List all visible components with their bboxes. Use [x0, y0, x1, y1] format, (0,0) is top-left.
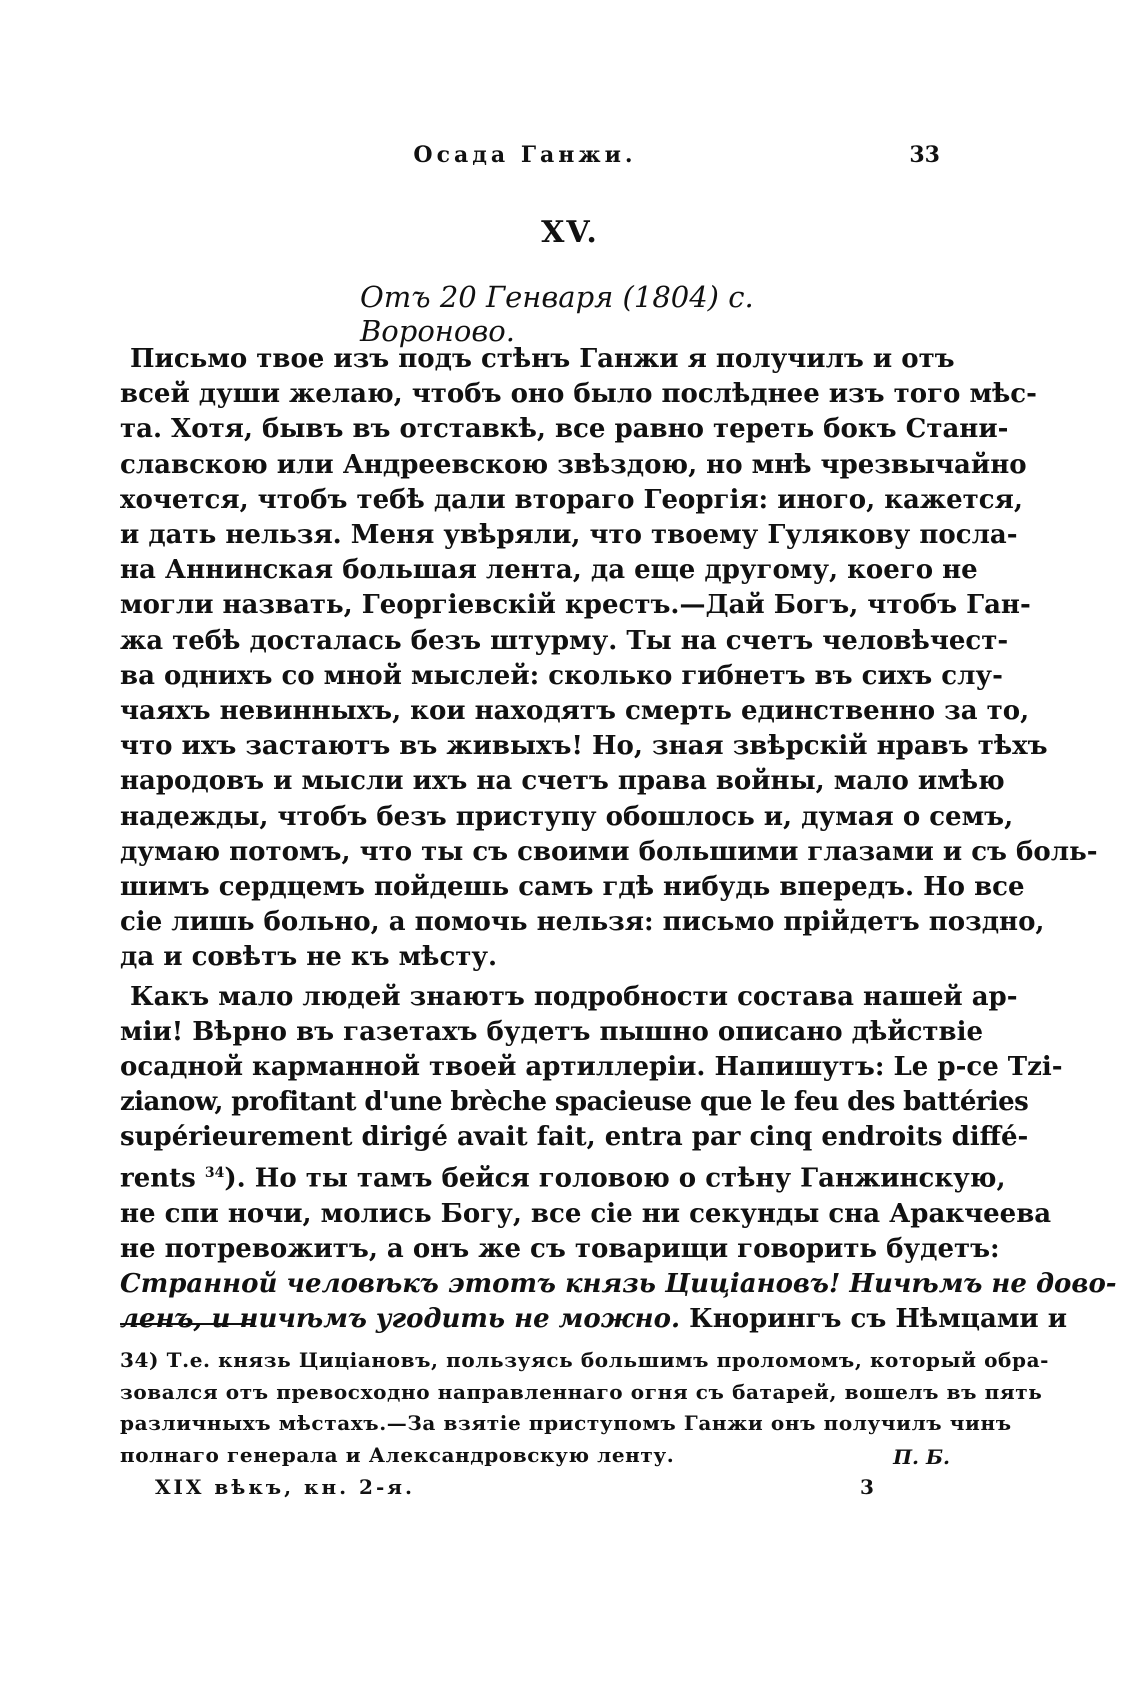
text-line: думаю потомъ, что ты съ своими большими глазами и съ боль-: [120, 836, 1098, 867]
text-line: на Аннинская большая лента, да еще другому, коего не: [120, 555, 978, 586]
text-line: шимъ сердцемъ пойдешь самъ гдѣ нибудь впередъ. Но все: [120, 872, 1025, 903]
footnote-signature: П. Б.: [893, 1445, 950, 1469]
letter-body: [120, 342, 1117, 1337]
text-line: что ихъ застаютъ въ живыхъ! Но, зная звѣрскій нравъ тѣхъ: [120, 731, 1048, 762]
text-line: жа тебѣ досталась безъ штурму. Ты на счетъ человѣчест-: [120, 625, 1009, 656]
text-line: не спи ночи, молись Богу, все сіе ни секунды сна Аракчеева: [120, 1198, 1052, 1229]
text-line: та. Хотя, бывъ въ отставкѣ, все равно тереть бокъ Стани-: [120, 414, 1009, 445]
italic-quote: ленъ, и ничѣмъ угодить не можно.: [120, 1304, 681, 1335]
text-line: supérieurement dirigé avait fait, entra par cinq endroits diffé-: [120, 1122, 1029, 1153]
running-title: Осада Ганжи.: [413, 142, 637, 168]
text-line: Письмо твое изъ подъ стѣнъ Ганжи я получилъ и отъ: [130, 344, 955, 374]
text-line: сіе лишь больно, а помочь нельзя: письмо прійдетъ поздно,: [120, 907, 1045, 938]
italic-quote: Ничѣмъ не дово-: [849, 1268, 1117, 1299]
text-line: не потревожитъ, а онъ же съ товарищи говорить будетъ:: [120, 1233, 1000, 1264]
text-line: хочется, чтобъ тебѣ дали втораго Георгія: иного, кажется,: [120, 484, 1023, 515]
text-line: [120, 1302, 1068, 1337]
text-line: всей души желаю, чтобъ оно было послѣднее изъ того мѣс-: [120, 379, 1037, 410]
paragraph-1: [120, 342, 1098, 976]
footnote-line: различныхъ мѣстахъ.—За взятіе приступомъ Ганжи онъ получилъ чинъ: [120, 1411, 1012, 1435]
text-line: Какъ мало людей знаютъ подробности состава нашей ар-: [130, 981, 1018, 1012]
text-line: могли назвать, Георгіевскій крестъ.—Дай Богъ, чтобъ Ган-: [120, 590, 1031, 621]
paragraph-2: [120, 980, 1117, 1338]
text-line: народовъ и мысли ихъ на счетъ права войны, мало имѣю: [120, 766, 1005, 797]
text-line: славскою или Андреевскою звѣздою, но мнѣ чрезвычайно: [120, 449, 1027, 480]
text-line: zianow, profitant d'une brèche spacieuse que le feu des battéries: [120, 1087, 1029, 1118]
running-head: [110, 142, 940, 178]
footnote: [120, 1345, 1050, 1471]
text-fragment: Кнорингъ съ Нѣмцами и: [689, 1304, 1068, 1335]
text-line: и дать нельзя. Меня увѣряли, что твоему Гулякову посла-: [120, 520, 1018, 551]
volume-mark: XIX вѣкъ, кн. 2-я.: [155, 1475, 415, 1499]
signature-mark: 3: [860, 1475, 874, 1499]
text-line: осадной карманной твоей артиллеріи. Напишутъ: Le p-ce Tzi-: [120, 1052, 1063, 1083]
text-line: чаяхъ невинныхъ, кои находятъ смерть единственно за то,: [120, 696, 1030, 727]
text-line: надежды, чтобъ безъ приступу обошлось и, думая о семъ,: [120, 801, 1014, 832]
text-fragment: rents: [120, 1163, 196, 1194]
text-line-with-footnote: [120, 1156, 1006, 1197]
section-number: XV.: [541, 215, 599, 250]
footnote-ref: 34: [204, 1164, 225, 1181]
footnote-rule: [120, 1323, 255, 1325]
italic-quote: Странной человѣкъ этотъ князь Цицiановъ!: [120, 1268, 841, 1299]
text-line: [120, 1267, 1117, 1302]
footnote-line: полнаго генерала и Александровскую ленту.: [120, 1442, 675, 1467]
footnote-line: зовался отъ превосходно направленнаго огня съ батарей, вошелъ въ пять: [120, 1379, 1043, 1404]
letter-dateline: Отъ 20 Генваря (1804) с. Вороново.: [360, 280, 754, 348]
page-number: 33: [909, 142, 940, 168]
text-line: да и совѣтъ не къ мѣсту.: [120, 942, 498, 973]
text-fragment: ). Но ты тамъ бейся головою о стѣну Ганжинскую,: [224, 1163, 1006, 1194]
footnote-line: 34) Т.е. князь Цицiановъ, пользуясь большимъ проломомъ, который обра-: [120, 1348, 1050, 1372]
text-line: ва однихъ со мной мыслей: сколько гибнетъ въ сихъ слу-: [120, 660, 1003, 691]
printer-signature: [155, 1475, 885, 1505]
text-line: міи! Вѣрно въ газетахъ будетъ пышно описано дѣйствіе: [120, 1016, 984, 1047]
